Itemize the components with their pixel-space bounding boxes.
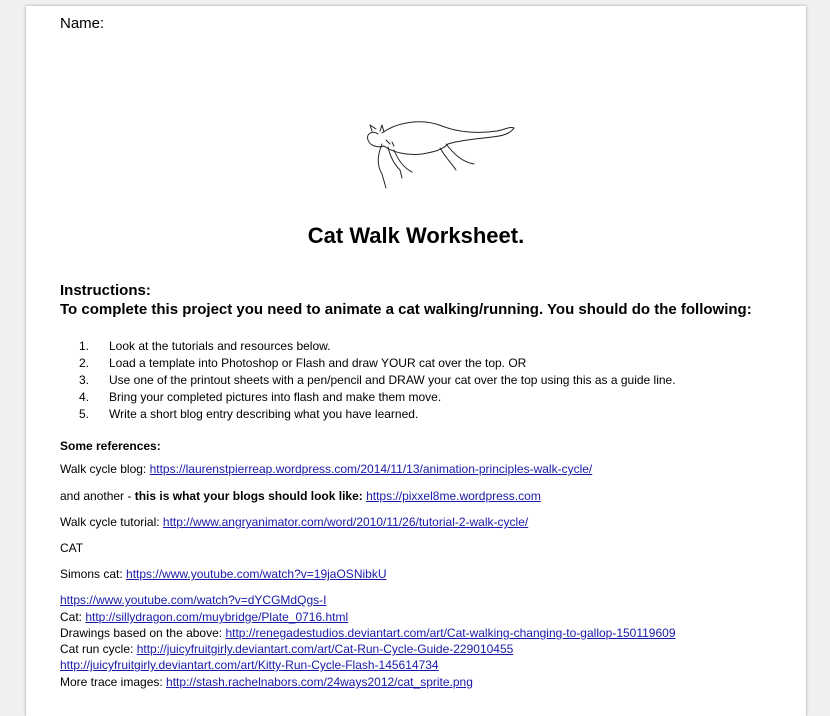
youtube-line bbox=[60, 592, 326, 608]
list-item: 2. Load a template into Photoshop or Flash and draw YOUR cat over the top. OR bbox=[78, 356, 527, 370]
drawings-line: Drawings based on the above: http://renegadestudios.deviantart.com/art/Cat-walking-changing-to-gallop-150119609 bbox=[60, 626, 676, 640]
references-heading: Some references: bbox=[60, 439, 161, 453]
instructions-heading: Instructions: bbox=[60, 282, 151, 299]
walk-cycle-tutorial-link[interactable]: http://www.angryanimator.com/word/2010/11/26/tutorial-2-walk-cycle/ bbox=[162, 515, 529, 529]
walk-cycle-blog-line: Walk cycle blog: https://laurenstpierreap.wordpress.com/2014/11/13/animation-principles-walk-cycle/ bbox=[60, 462, 593, 476]
instructions-steps-list bbox=[60, 338, 676, 423]
cat-run-cycle-link[interactable]: http://juicyfruitgirly.deviantart.com/art/Cat-Run-Cycle-Guide-229010455 bbox=[136, 642, 514, 656]
another-blog-line: and another - this is what your blogs should look like: https://pixxel8me.wordpress.com bbox=[60, 489, 541, 503]
list-item: 4. Bring your completed pictures into flash and make them move. bbox=[78, 390, 442, 404]
walk-cycle-blog-link[interactable]: https://laurenstpierreap.wordpress.com/2014/11/13/animation-principles-walk-cycle/ bbox=[149, 462, 593, 476]
cat-running-sketch-icon bbox=[342, 114, 518, 192]
cat-heading: CAT bbox=[60, 541, 84, 555]
list-item: 3. Use one of the printout sheets with a pen/pencil and DRAW your cat over the top using this as a guide line. bbox=[78, 373, 676, 387]
pixxel8me-link[interactable]: https://pixxel8me.wordpress.com bbox=[366, 489, 541, 503]
kitty-run-cycle-link[interactable]: http://juicyfruitgirly.deviantart.com/art/Kitty-Run-Cycle-Flash-145614734 bbox=[60, 658, 439, 672]
walk-cycle-tutorial-line: Walk cycle tutorial: http://www.angryanimator.com/word/2010/11/26/tutorial-2-walk-cycle/ bbox=[60, 515, 529, 529]
cat-line: Cat: http://sillydragon.com/muybridge/Plate_0716.html bbox=[60, 610, 349, 624]
sillydragon-link[interactable]: http://sillydragon.com/muybridge/Plate_0716.html bbox=[85, 610, 349, 624]
trace-images-line: More trace images: http://stash.rachelnabors.com/24ways2012/cat_sprite.png bbox=[60, 675, 473, 689]
simons-cat-link[interactable]: https://www.youtube.com/watch?v=19jaOSNibkU bbox=[126, 567, 387, 581]
list-item: 5. Write a short blog entry describing what you have learned. bbox=[78, 407, 419, 421]
page-title: Cat Walk Worksheet. bbox=[307, 223, 525, 248]
renegadestudios-link[interactable]: http://renegadestudios.deviantart.com/art/Cat-walking-changing-to-gallop-150119609 bbox=[225, 626, 676, 640]
document-page bbox=[26, 6, 806, 716]
youtube-link[interactable]: https://www.youtube.com/watch?v=dYCGMdQgs-I bbox=[60, 593, 327, 607]
kitty-line bbox=[60, 657, 439, 673]
simons-cat-line: Simons cat: https://www.youtube.com/watch?v=19jaOSNibkU bbox=[60, 567, 387, 581]
cat-run-cycle-line: Cat run cycle: http://juicyfruitgirly.deviantart.com/art/Cat-Run-Cycle-Guide-229010455 bbox=[60, 642, 514, 656]
instructions-lead: To complete this project you need to animate a cat walking/running. You should do the following: bbox=[60, 301, 752, 318]
cat-sprite-link[interactable]: http://stash.rachelnabors.com/24ways2012/cat_sprite.png bbox=[166, 675, 473, 689]
list-item: 1. Look at the tutorials and resources below. bbox=[78, 339, 331, 353]
name-label: Name: bbox=[60, 15, 105, 32]
